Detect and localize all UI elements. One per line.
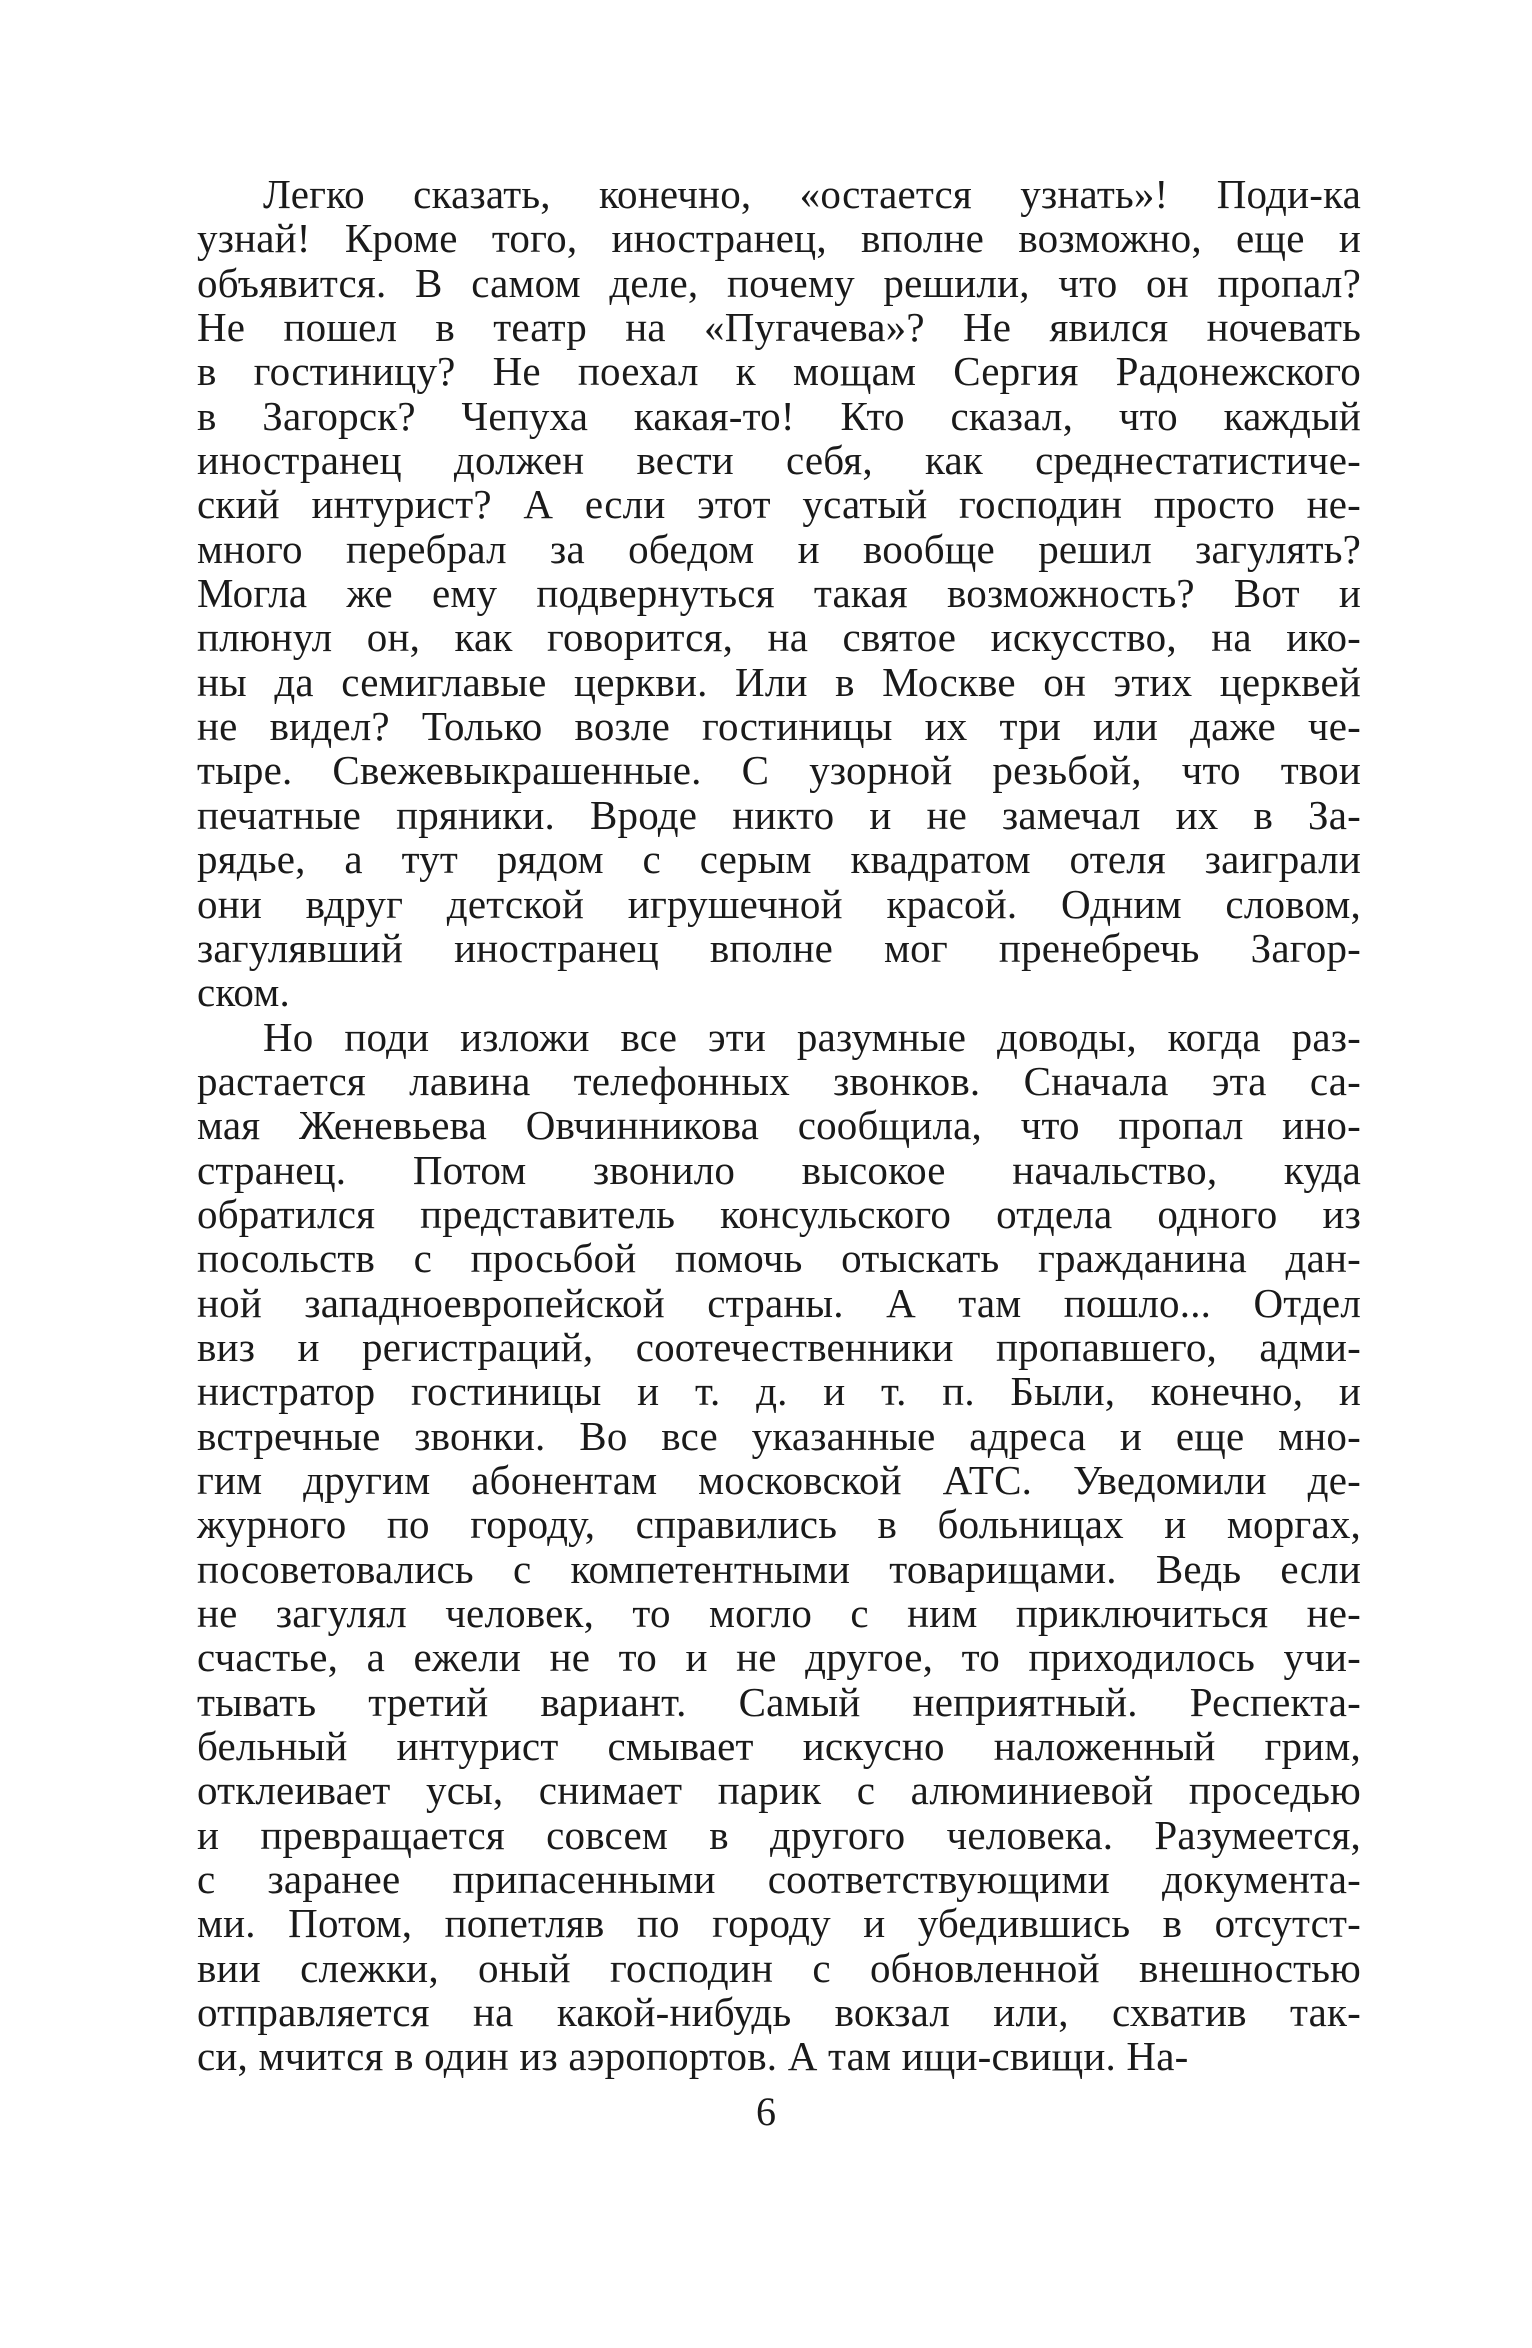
text-line: посоветовались с компетентными товарищами. Ведь если xyxy=(197,1545,1361,1592)
text-line: встречные звонки. Во все указанные адреса и еще мно- xyxy=(197,1412,1361,1459)
text-line: не видел? Только возле гостиницы их три или даже че- xyxy=(197,703,1361,750)
text-line: и превращается совсем в другого человека. Разумеется, xyxy=(197,1811,1361,1858)
text-line: ский интурист? А если этот усатый господин просто не- xyxy=(197,481,1361,528)
text-line: ми. Потом, попетляв по городу и убедившись в отсутст- xyxy=(197,1900,1361,1947)
text-line: рядье, а тут рядом с серым квадратом отеля заиграли xyxy=(197,836,1361,883)
text-line: узнай! Кроме того, иностранец, вполне возможно, еще и xyxy=(197,215,1361,262)
text-line: плюнул он, как говорится, на святое искусство, на ико- xyxy=(197,614,1361,661)
text-line: тывать третий вариант. Самый неприятный. Респекта- xyxy=(197,1678,1361,1725)
text-line: ны да семиглавые церкви. Или в Москве он этих церквей xyxy=(197,658,1361,705)
paragraph xyxy=(197,1015,1361,2079)
text-line: Но поди изложи все эти разумные доводы, когда раз- xyxy=(263,1013,1361,1060)
text-line: Легко сказать, конечно, «остается узнать»! Поди-ка xyxy=(263,171,1361,217)
text-line: Могла же ему подвернуться такая возможность? Вот и xyxy=(197,570,1361,617)
paragraph xyxy=(197,172,1361,1015)
text-line: они вдруг детской игрушечной красой. Одним словом, xyxy=(197,880,1361,927)
text-line: не загулял человек, то могло с ним приключиться не- xyxy=(197,1590,1361,1636)
text-line: обратился представитель консульского отдела одного из xyxy=(197,1190,1361,1237)
text-line: объявится. В самом деле, почему решили, что он пропал? xyxy=(197,259,1361,306)
text-line: тыре. Свежевыкрашенные. С узорной резьбой, что твои xyxy=(197,747,1361,794)
text-line: в Загорск? Чепуха какая-то! Кто сказал, что каждый xyxy=(197,392,1361,439)
text-line: отклеивает усы, снимает парик с алюминиевой проседью xyxy=(197,1767,1361,1814)
text-line: си, мчится в один из аэропортов. А там ищи-свищи. На- xyxy=(197,2033,1189,2080)
text-line: посольств с просьбой помочь отыскать гражданина дан- xyxy=(197,1235,1361,1282)
text-line: загулявший иностранец вполне мог пренебречь Загор- xyxy=(197,924,1361,971)
page-number: 6 xyxy=(756,2089,776,2134)
text-line: в гостиницу? Не поехал к мощам Сергия Радонежского xyxy=(197,348,1361,395)
text-line: отправляется на какой-нибудь вокзал или, схватив так- xyxy=(197,1989,1361,2036)
text-line: странец. Потом звонило высокое начальство, куда xyxy=(197,1146,1361,1193)
text-line: Не пошел в театр на «Пугачева»? Не явился ночевать xyxy=(197,304,1361,351)
text-line: иностранец должен вести себя, как среднестатистиче- xyxy=(197,437,1361,484)
text-line: ском. xyxy=(197,969,290,1016)
body-text xyxy=(197,172,1361,2079)
text-line: журного по городу, справились в больницах и моргах, xyxy=(197,1501,1361,1548)
text-line: виз и регистраций, соотечественники пропавшего, адми- xyxy=(197,1323,1361,1370)
text-line: нистратор гостиницы и т. д. и т. п. Были, конечно, и xyxy=(197,1368,1361,1415)
text-line: печатные пряники. Вроде никто и не замечал их в За- xyxy=(197,791,1361,838)
text-line: с заранее припасенными соответствующими документа- xyxy=(197,1856,1361,1903)
text-line: гим другим абонентам московской АТС. Уведомили де- xyxy=(197,1456,1361,1503)
text-line: растается лавина телефонных звонков. Сначала эта са- xyxy=(197,1057,1361,1104)
text-line: вии слежки, оный господин с обновленной внешностью xyxy=(197,1944,1361,1991)
text-line: мая Женевьева Овчинникова сообщила, что пропал ино- xyxy=(197,1102,1361,1149)
text-line: много перебрал за обедом и вообще решил загулять? xyxy=(197,525,1361,572)
text-line: ной западноевропейской страны. А там пошло... Отдел xyxy=(197,1279,1361,1326)
text-line: бельный интурист смывает искусно наложенный грим, xyxy=(197,1723,1361,1770)
text-line: счастье, а ежели не то и не другое, то приходилось учи- xyxy=(197,1634,1361,1681)
